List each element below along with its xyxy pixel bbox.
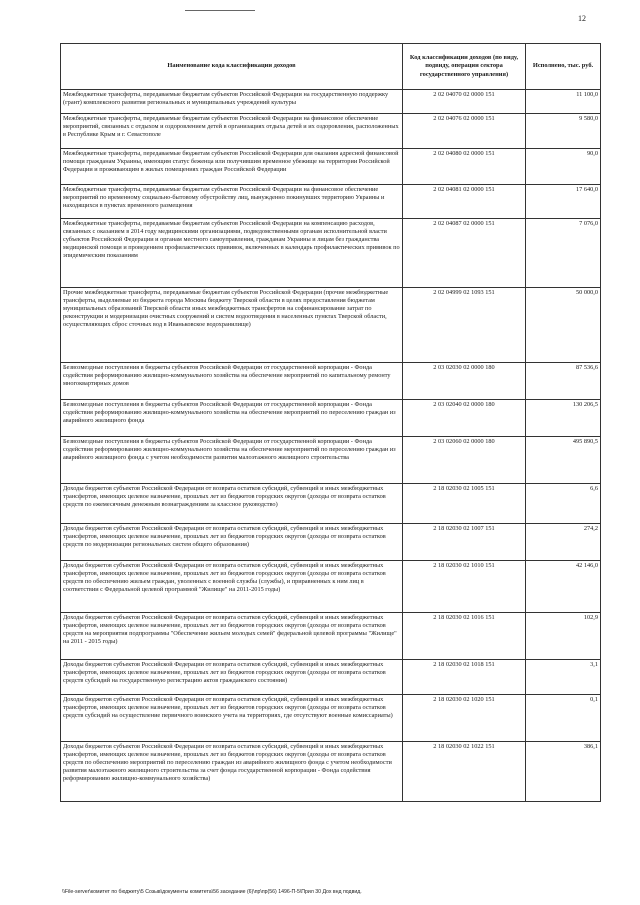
row-amount-cell: 3,1: [526, 660, 601, 695]
row-amount-cell: 0,1: [526, 695, 601, 742]
row-amount-cell: 11 100,0: [526, 90, 601, 114]
row-amount-cell: 87 536,6: [526, 363, 601, 400]
revenue-classification-table: [60, 43, 601, 802]
table-row: [61, 524, 601, 561]
row-name-cell: Доходы бюджетов субъектов Российской Федерации от возврата остатков субсидий, субвенций и иных межбюджетных трансфертов, имеющих целевое назначение, прошлых лет из бюджетов городских округов (доходы от возврата остатков средств по обеспечению жильем граждан, уволенных с военной службы (службы), и приравненных к ним лиц в соответствии с Федеральной целевой программой "Жилище" на 2011-2015 годы): [61, 561, 403, 613]
row-code-cell: 2 18 02030 02 1007 151: [403, 524, 526, 561]
row-code-cell: 2 18 02030 02 1005 151: [403, 484, 526, 524]
row-name-cell: Межбюджетные трансферты, передаваемые бюджетам субъектов Российской Федерации на государственную поддержку (грант) комплексного развития региональных и муниципальных учреждений культуры: [61, 90, 403, 114]
row-code-cell: 2 02 04087 02 0000 151: [403, 219, 526, 288]
row-amount-cell: 130 206,5: [526, 400, 601, 437]
row-amount-cell: 7 076,0: [526, 219, 601, 288]
row-code-cell: 2 02 04080 02 0000 151: [403, 149, 526, 185]
row-amount-cell: 42 146,0: [526, 561, 601, 613]
row-name-cell: Межбюджетные трансферты, передаваемые бюджетам субъектов Российской Федерации на компенсацию расходов, связанных с оказанием в 2014 году медицинскими организациями, подведомственными органам исполнительной власти субъектов Российской Федерации и органам местного самоуправления, гражданам Украины и лицам без гражданства медицинской помощи и проведением профилактических прививок, включенных в календарь профилактических прививок по эпидемическим показаниям: [61, 219, 403, 288]
row-code-cell: 2 03 02040 02 0000 180: [403, 400, 526, 437]
row-code-cell: 2 18 02030 02 1010 151: [403, 561, 526, 613]
row-amount-cell: 90,0: [526, 149, 601, 185]
table-row: [61, 437, 601, 484]
table-row: [61, 742, 601, 802]
row-code-cell: 2 03 02060 02 0000 180: [403, 437, 526, 484]
row-code-cell: 2 02 04076 02 0000 151: [403, 114, 526, 149]
row-amount-cell: 50 000,0: [526, 288, 601, 363]
row-code-cell: 2 18 02030 02 1016 151: [403, 613, 526, 660]
scan-edge-line: [185, 0, 255, 11]
row-name-cell: Доходы бюджетов субъектов Российской Федерации от возврата остатков субсидий, субвенций и иных межбюджетных трансфертов, имеющих целевое назначение, прошлых лет из бюджетов городских округов (доходы от возврата остатков средств на мероприятия подпрограммы "Обеспечение жильем молодых семей" федеральной целевой программы "Жилище" на 2011 - 2015 годы): [61, 613, 403, 660]
row-name-cell: Доходы бюджетов субъектов Российской Федерации от возврата остатков субсидий, субвенций и иных межбюджетных трансфертов, имеющих целевое назначение, прошлых лет из бюджетов городских округов (доходы от возврата остатков средств по ежемесячным денежным вознаграждениям за классное руководство): [61, 484, 403, 524]
table-row: [61, 660, 601, 695]
row-amount-cell: 102,9: [526, 613, 601, 660]
row-name-cell: Безвозмездные поступления в бюджеты субъектов Российской Федерации от государственной корпорации - Фонда содействия реформированию жилищно-коммунального хозяйства на обеспечение мероприятий по переселению граждан из аварийного жилищного фонда с учетом необходимости развития малоэтажного жилищного строительства: [61, 437, 403, 484]
row-name-cell: Доходы бюджетов субъектов Российской Федерации от возврата остатков субсидий, субвенций и иных межбюджетных трансфертов, имеющих целевое назначение, прошлых лет из бюджетов городских округов (доходы от возврата остатков средств субсидий на осуществление первичного воинского учета на территориях, где отсутствуют военные комиссариаты): [61, 695, 403, 742]
row-name-cell: Межбюджетные трансферты, передаваемые бюджетам субъектов Российской Федерации на финансовое обеспечение мероприятий по временному социально-бытовому обустройству лиц, вынужденно покинувших территорию Украины и находящихся в пунктах временного размещения: [61, 185, 403, 219]
table-row: [61, 613, 601, 660]
table-row: [61, 561, 601, 613]
page-number: 12: [578, 14, 586, 23]
row-amount-cell: 274,2: [526, 524, 601, 561]
file-path-footer: \\File-server\комитет по бюджету\5 Созыв\документы комитета\56 заседание (6)\пр\пр(56) 1496-П-5\Прил 30 Дох внд подвид.: [62, 889, 362, 895]
row-code-cell: 2 02 04081 02 0000 151: [403, 185, 526, 219]
table-row: [61, 695, 601, 742]
table-row: [61, 219, 601, 288]
row-code-cell: 2 02 04070 02 0000 151: [403, 90, 526, 114]
row-name-cell: Доходы бюджетов субъектов Российской Федерации от возврата остатков субсидий, субвенций и иных межбюджетных трансфертов, имеющих целевое назначение, прошлых лет из бюджетов городских округов (доходы от возврата остатков средств по обеспечению мероприятий по переселению граждан из аварийного жилищного фонда с учетом необходимости развития малоэтажного жилищного строительства за счет фонда государственной корпорации - Фонда содействия реформированию жилищно-коммунального хозяйства): [61, 742, 403, 802]
table-row: [61, 149, 601, 185]
row-name-cell: Безвозмездные поступления в бюджеты субъектов Российской Федерации от государственной корпорации - Фонда содействия реформированию жилищно-коммунального хозяйства на обеспечение мероприятий по капитальному ремонту многоквартирных домов: [61, 363, 403, 400]
row-name-cell: Доходы бюджетов субъектов Российской Федерации от возврата остатков субсидий, субвенций и иных межбюджетных трансфертов, имеющих целевое назначение, прошлых лет из бюджетов городских округов (доходы от возврата остатков средств по модернизации региональных систем общего образования): [61, 524, 403, 561]
row-name-cell: Доходы бюджетов субъектов Российской Федерации от возврата остатков субсидий, субвенций и иных межбюджетных трансфертов, имеющих целевое назначение, прошлых лет из бюджетов городских округов (доходы от возврата остатков средств субсидий на государственную регистрацию актов гражданского состояния): [61, 660, 403, 695]
table-row: [61, 484, 601, 524]
row-amount-cell: 495 890,5: [526, 437, 601, 484]
row-amount-cell: 9 580,0: [526, 114, 601, 149]
header-code: Код классификации доходов (по виду, подвиду, операции сектора государственного управления): [403, 44, 526, 90]
row-name-cell: Безвозмездные поступления в бюджеты субъектов Российской Федерации от государственной корпорации - Фонда содействия реформированию жилищно-коммунального хозяйства на обеспечение мероприятий по переселению граждан из аварийного жилищного фонда: [61, 400, 403, 437]
header-amount: Исполнено, тыс. руб.: [526, 44, 601, 90]
row-amount-cell: 386,1: [526, 742, 601, 802]
table-row: [61, 288, 601, 363]
row-name-cell: Прочие межбюджетные трансферты, передаваемые бюджетам субъектов Российской Федерации (прочие межбюджетные трансферты, выделяемые из бюджета города Москвы бюджету Тверской области в целях предоставления бюджетам муниципальных образований Тверской области иных межбюджетных трансфертов на софинансирование затрат по реконструкции и модернизации очистных сооружений и систем водоотведения в населенных пунктах Тверской области, осуществляющих сброс сточных вод в Иваньковское водохранилище): [61, 288, 403, 363]
row-amount-cell: 6,6: [526, 484, 601, 524]
table-row: [61, 114, 601, 149]
table-row: [61, 363, 601, 400]
table-row: [61, 400, 601, 437]
row-code-cell: 2 03 02030 02 0000 180: [403, 363, 526, 400]
row-code-cell: 2 18 02030 02 1018 151: [403, 660, 526, 695]
row-name-cell: Межбюджетные трансферты, передаваемые бюджетам субъектов Российской Федерации для оказания адресной финансовой помощи гражданам Украины, имеющим статус беженца или получившим временное убежище на территории Российской Федерации и проживающим в жилых помещениях граждан Российской Федерации: [61, 149, 403, 185]
row-name-cell: Межбюджетные трансферты, передаваемые бюджетам субъектов Российской Федерации на финансовое обеспечение мероприятий, связанных с отдыхом и оздоровлением детей в организациях отдыха детей и их оздоровления, расположенных в Республике Крым и г. Севастополе: [61, 114, 403, 149]
header-name: Наименование кода классификации доходов: [61, 44, 403, 90]
table-row: [61, 185, 601, 219]
row-code-cell: 2 18 02030 02 1020 151: [403, 695, 526, 742]
row-amount-cell: 17 640,0: [526, 185, 601, 219]
table-body: [61, 90, 601, 802]
row-code-cell: 2 02 04999 02 1093 151: [403, 288, 526, 363]
table-row: [61, 90, 601, 114]
row-code-cell: 2 18 02030 02 1022 151: [403, 742, 526, 802]
